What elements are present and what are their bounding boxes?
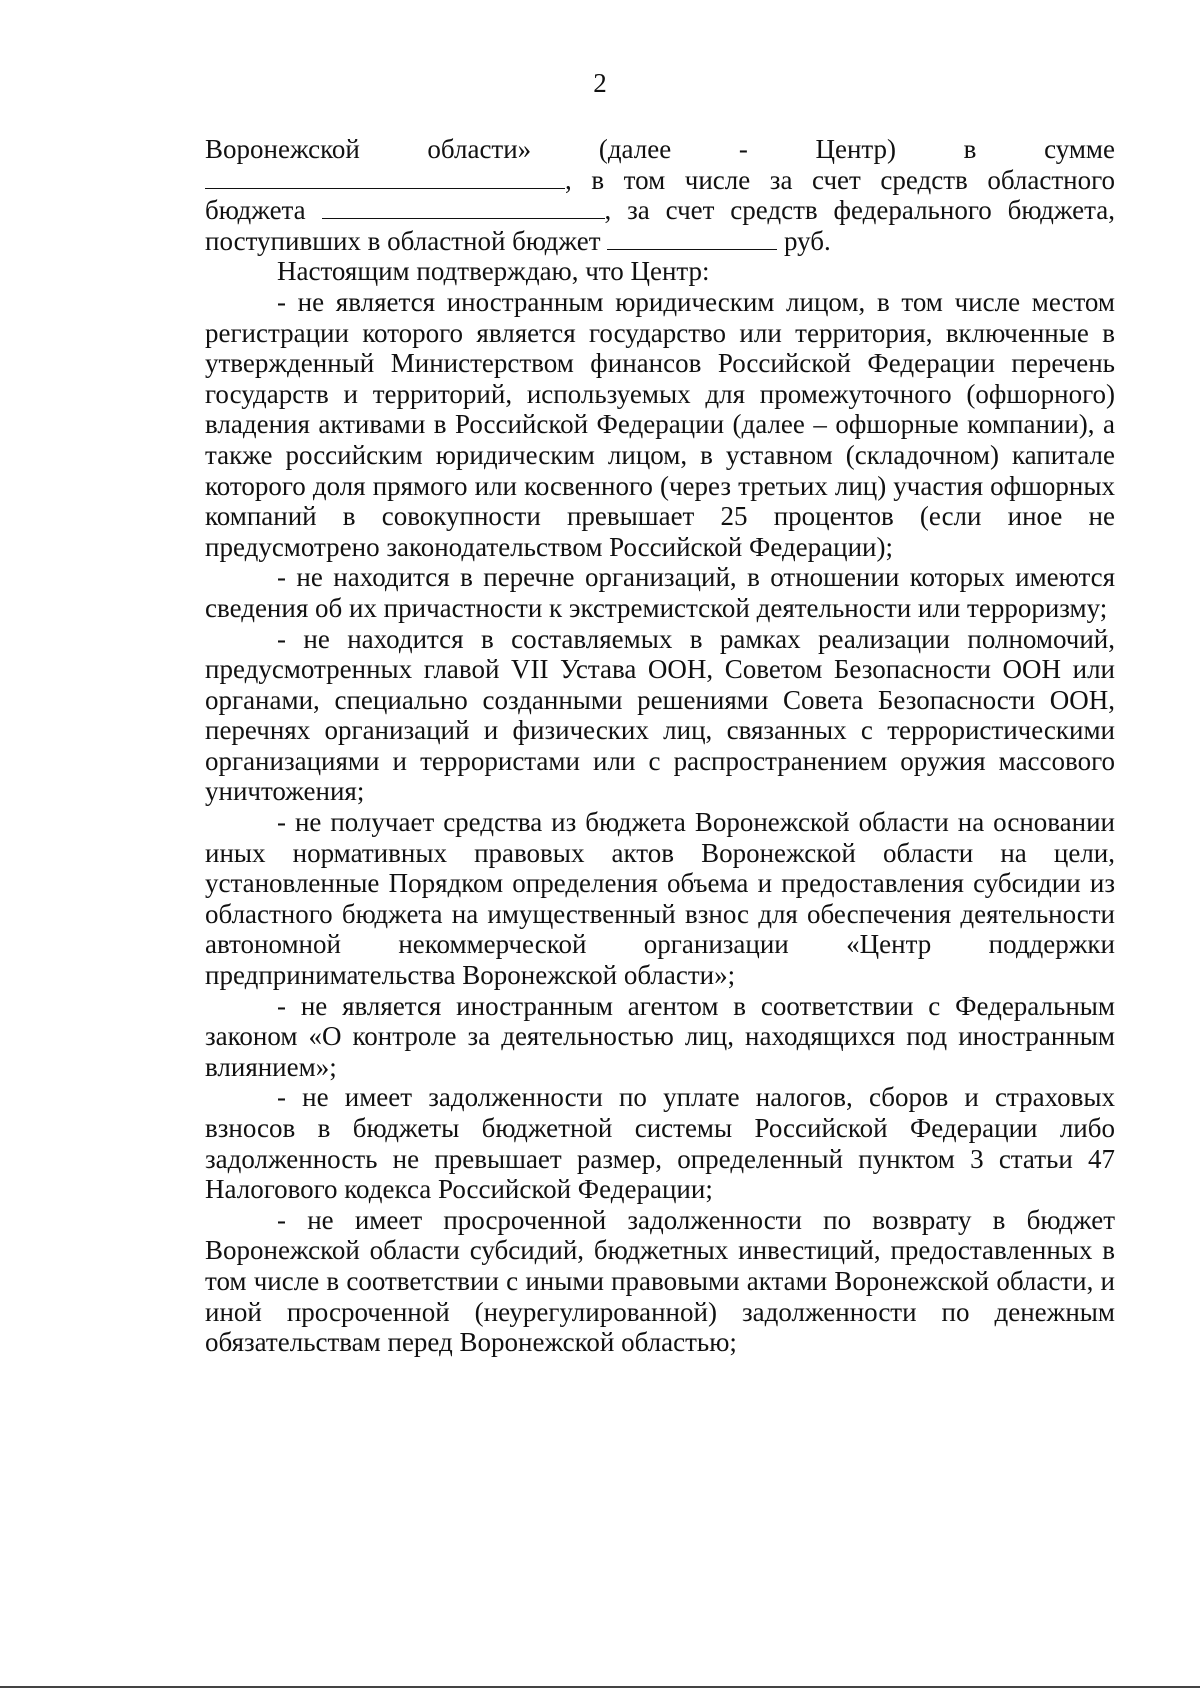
intro-paragraph — [205, 134, 1115, 256]
item-overdue-debt: - не имеет просроченной задолженности по возврату в бюджет Воронежской области субсидий, бюджетных инвестиций, предоставленных в том числе в соответствии с иными правовыми актами Воронежской области, и иной просроченной (неурегулированной) задолженности по денежным обязательствам перед Воронежской областью; — [205, 1204, 1115, 1358]
intro-text-4: руб. — [777, 225, 831, 256]
item-tax-debt: - не имеет задолженности по уплате налогов, сборов и страховых взносов в бюджеты бюджетной системы Российской Федерации либо задолженность не превышает размер, определенный пунктом 3 статьи 47 Налогового кодекса Российской Федерации; — [205, 1082, 1115, 1205]
item-un-lists: - не находится в составляемых в рамках реализации полномочий, предусмотренных главой VII Устава ООН, Советом Безопасности ООН или органами, специально созданными решениями Совета Безопасности ООН, перечнях организаций и физических лиц, связанных с террористическими организациями и террористами или с распространением оружия массового уничтожения; — [205, 623, 1115, 807]
regional-amount-blank — [322, 198, 605, 219]
intro-text-1: Воронежской области» (далее - Центр) в сумме — [205, 134, 1115, 164]
document-body — [205, 134, 1115, 1358]
federal-amount-blank — [607, 229, 777, 250]
confirm-line: Настоящим подтверждаю, что Центр: — [277, 256, 710, 287]
intro-text-3: , за счет средств федерального бюджета, поступивших в областной бюджет — [205, 195, 1115, 256]
page-number: 2 — [593, 68, 607, 98]
intro-text-2: , в том числе за счет средств областного бюджета — [205, 164, 1115, 226]
item-offshore: - не является иностранным юридическим лицом, в том числе местом регистрации которого является государство или территория, включенные в утвержденный Министерством финансов Российской Федерации перечень государств и территорий, используемых для промежуточного (офшорного) владения активами в Российской Федерации (далее – офшорные компании), а также российским юридическим лицом, в уставном (складочном) капитале которого доля прямого или косвенного (через третьих лиц) участия офшорных компаний в совокупности превышает 25 процентов (если иное не предусмотрено законодательством Российской Федерации); — [205, 286, 1115, 562]
item-extremism: - не находится в перечне организаций, в отношении которых имеются сведения об их причастности к экстремистской деятельности или терроризму; — [205, 562, 1115, 623]
item-foreign-agent: - не является иностранным агентом в соответствии с Федеральным законом «О контроле за деятельностью лиц, находящихся под иностранным влиянием»; — [205, 990, 1115, 1082]
bottom-rule — [0, 1686, 1200, 1688]
item-other-budget-funds: - не получает средства из бюджета Воронежской области на основании иных нормативных правовых актов Воронежской области на цели, установленные Порядком определения объема и предоставления субсидии из областного бюджета на имущественный взнос для обеспечения деятельности автономной некоммерческой организации «Центр поддержки предпринимательства Воронежской области»; — [205, 807, 1115, 991]
amount-blank — [205, 168, 565, 189]
